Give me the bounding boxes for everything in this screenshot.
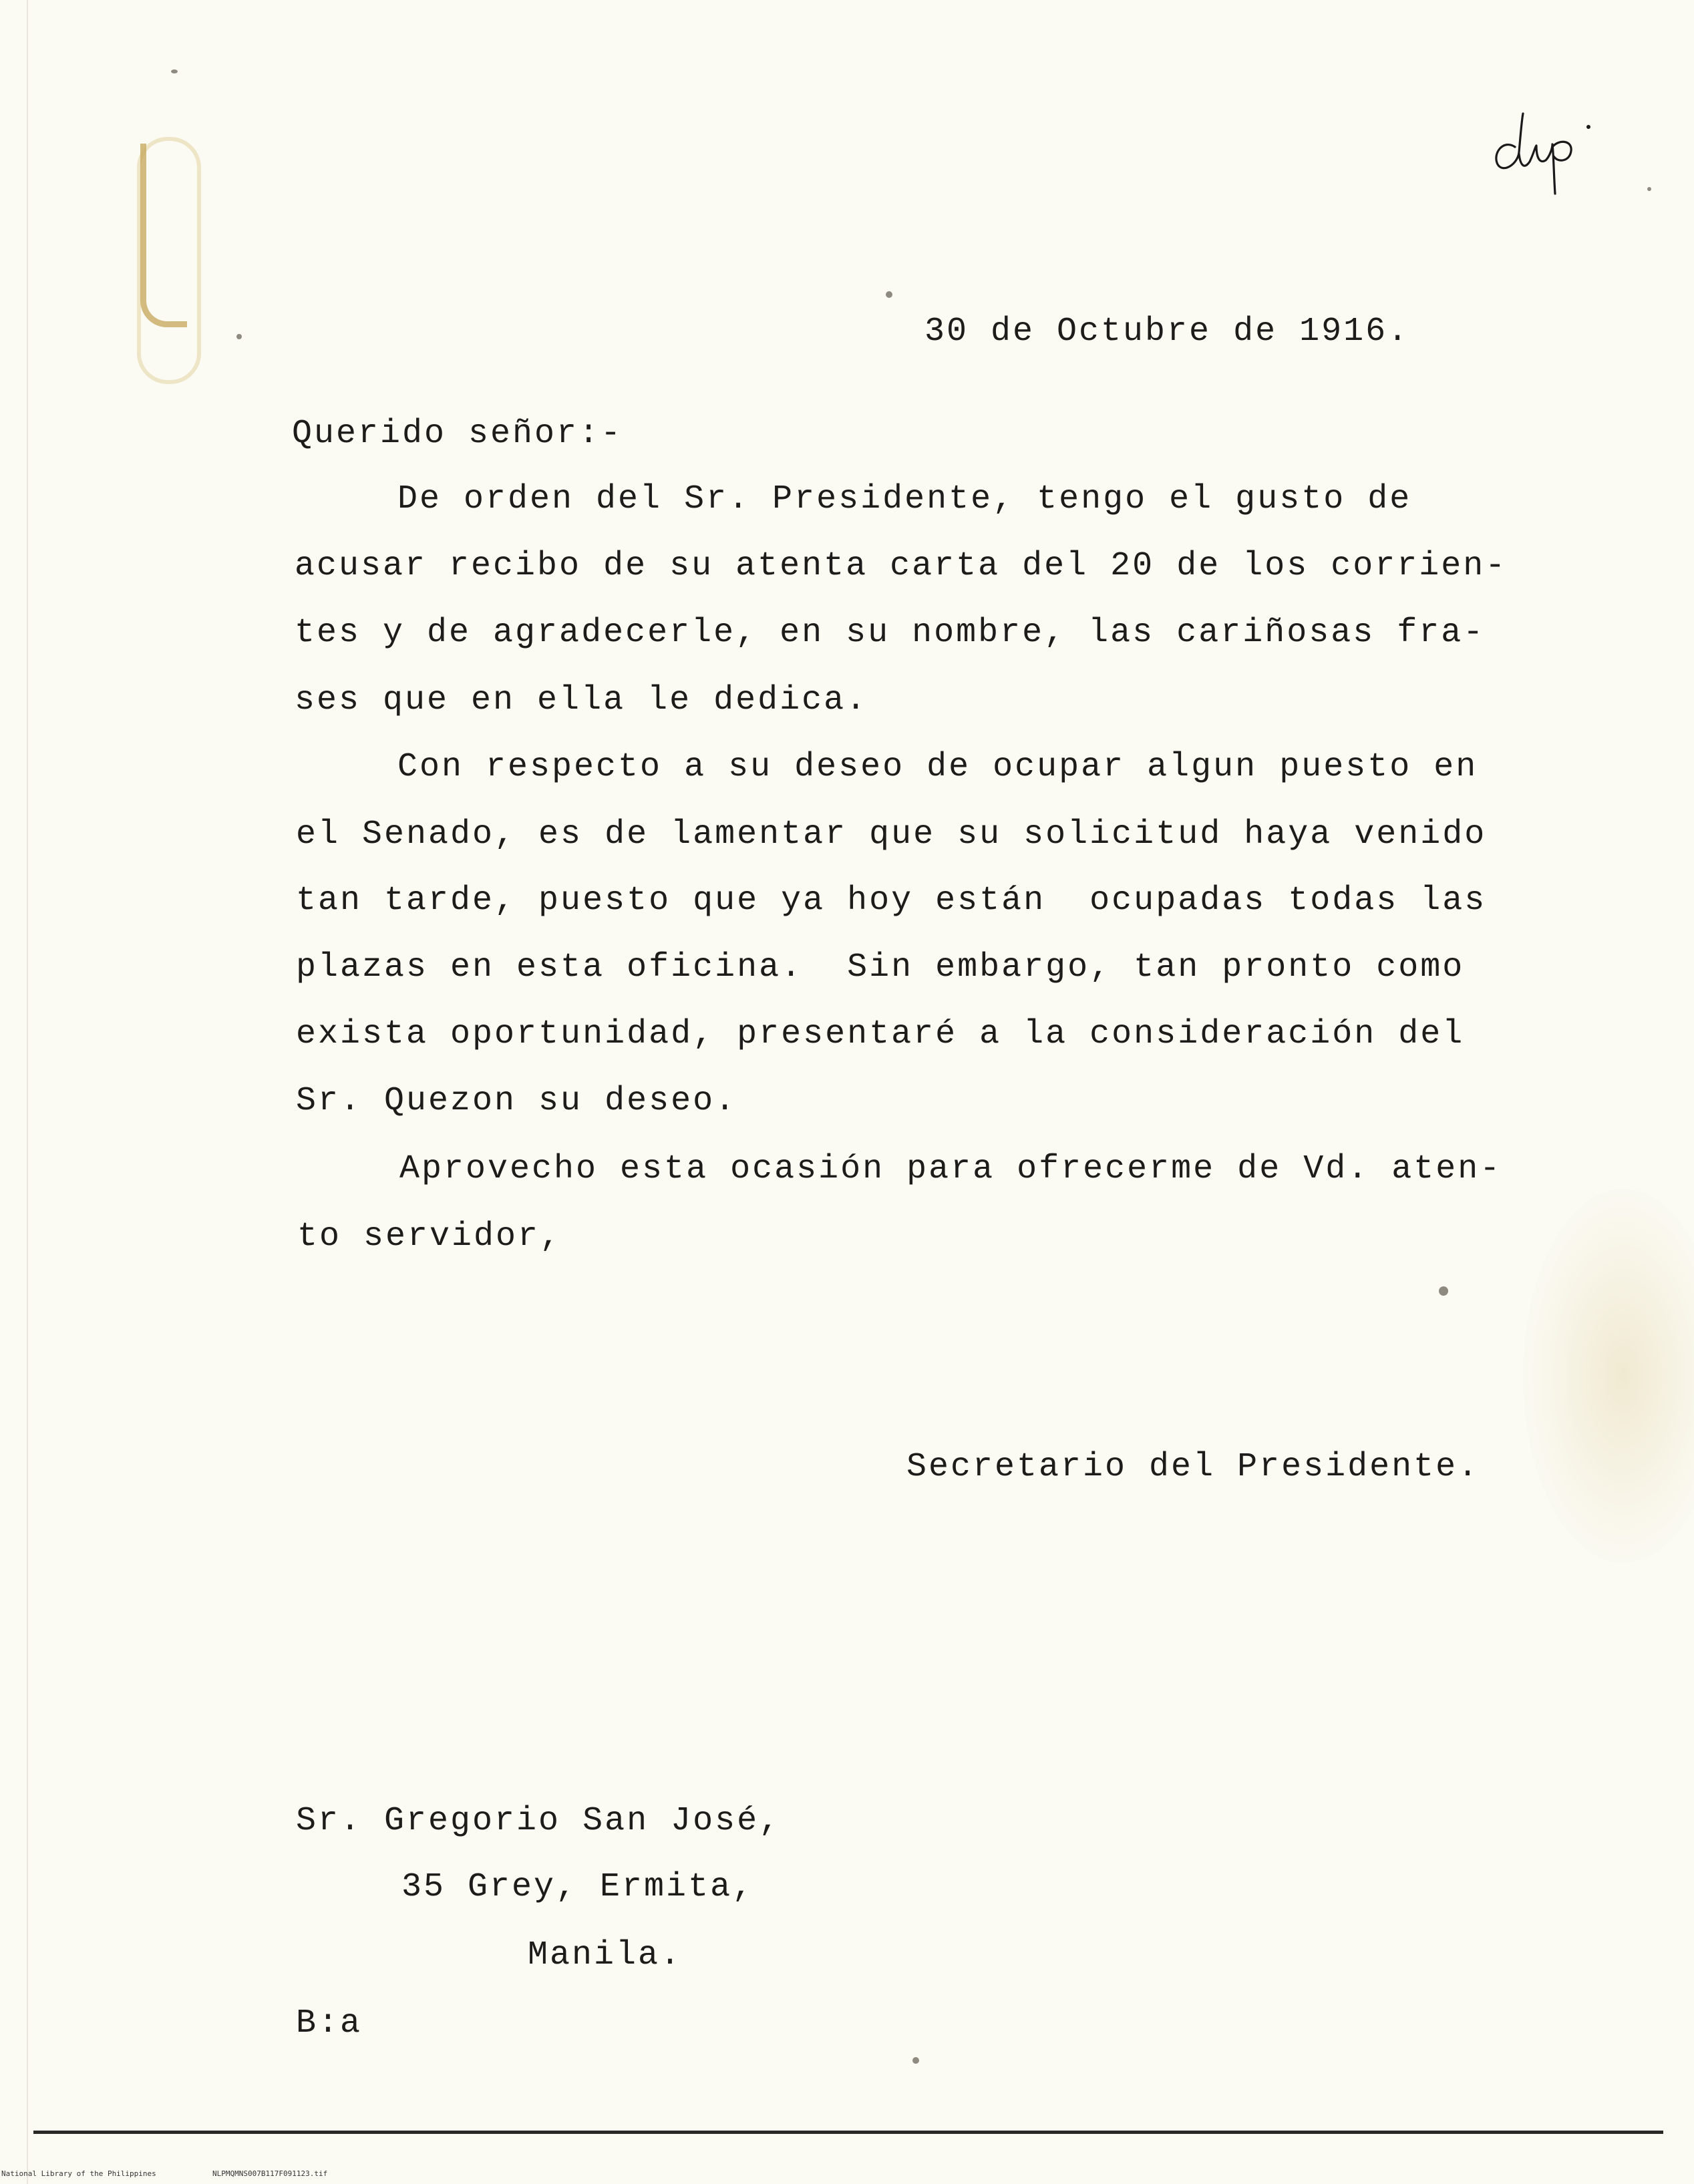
- body-line: plazas en esta oficina. Sin embargo, tan pronto como: [296, 948, 1465, 986]
- rust-mark: [140, 144, 187, 327]
- paper-speck: [171, 69, 178, 73]
- addressee-name: Sr. Gregorio San José,: [296, 1802, 782, 1840]
- archive-credit: National Library of the Philippines: [1, 2169, 156, 2178]
- addressee-city: Manila.: [528, 1936, 683, 1974]
- paper-stain: [1523, 1189, 1694, 1563]
- body-line: tan tarde, puesto que ya hoy están ocupadas todas las: [296, 882, 1487, 920]
- body-line: tes y de agradecerle, en su nombre, las cariñosas fra-: [295, 614, 1486, 652]
- body-line: ses que en ella le dedica.: [295, 681, 868, 719]
- paper-speck: [912, 2057, 919, 2064]
- body-line: Sr. Quezon su deseo.: [296, 1082, 737, 1120]
- body-line: De orden del Sr. Presidente, tengo el gusto de: [397, 480, 1412, 518]
- paper-speck: [1439, 1286, 1448, 1296]
- paper-speck: [236, 334, 242, 339]
- scan-bottom-border: [33, 2131, 1663, 2134]
- file-identifier: NLPMQMNS007B117F091123.tif: [212, 2169, 328, 2178]
- handwritten-annotation: [1483, 100, 1623, 200]
- salutation: Querido señor:-: [292, 415, 623, 453]
- body-line: to servidor,: [297, 1218, 562, 1256]
- signature-title: Secretario del Presidente.: [906, 1448, 1480, 1486]
- body-line: exista oportunidad, presentaré a la consideración del: [296, 1015, 1465, 1053]
- body-line: el Senado, es de lamentar que su solicitud haya venido: [296, 815, 1487, 854]
- typist-initials: B:a: [296, 2004, 363, 2042]
- scan-edge-line: [27, 0, 28, 2184]
- addressee-street: 35 Grey, Ermita,: [401, 1868, 755, 1906]
- body-line: Con respecto a su deseo de ocupar algun puesto en: [397, 748, 1478, 786]
- paper-speck: [886, 291, 892, 298]
- paper-speck: [1647, 187, 1651, 191]
- body-line: Aprovecho esta ocasión para ofrecerme de Vd. aten-: [399, 1150, 1502, 1188]
- body-line: acusar recibo de su atenta carta del 20 de los corrien-: [295, 547, 1508, 585]
- letter-date: 30 de Octubre de 1916.: [924, 313, 1410, 351]
